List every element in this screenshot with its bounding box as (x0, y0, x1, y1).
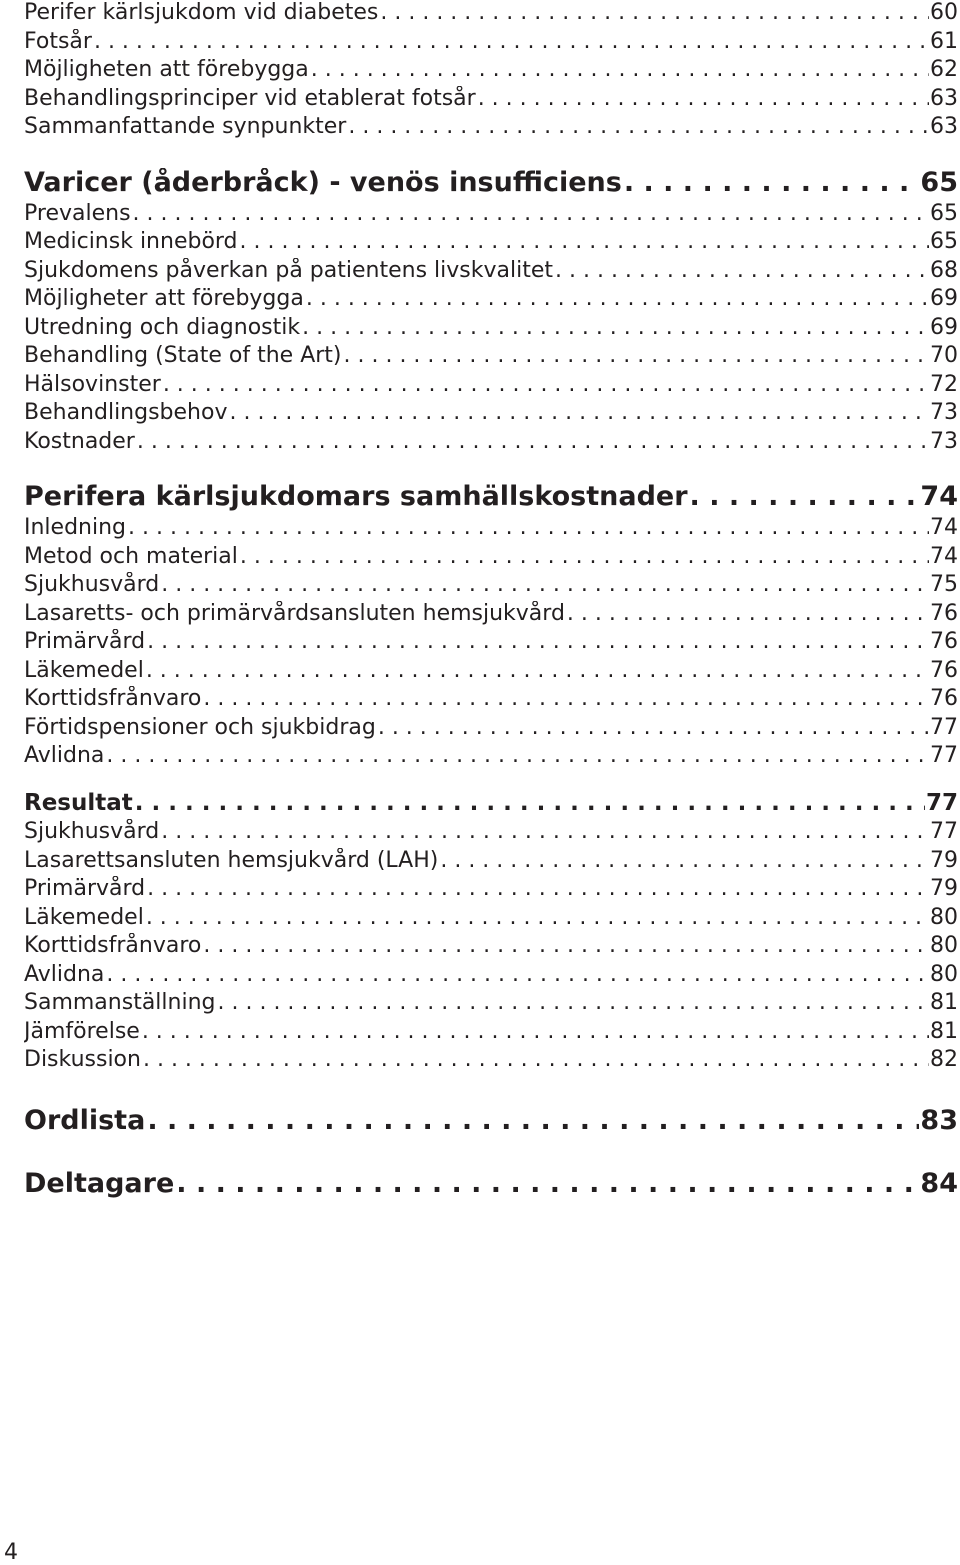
toc-entry[interactable] (24, 343, 958, 372)
toc-entry-page: 76 (930, 657, 958, 683)
toc-entry-title: Läkemedel (24, 904, 144, 930)
dot-leader (311, 57, 929, 82)
dot-leader (218, 990, 930, 1015)
toc-entry-page: 81 (930, 990, 958, 1015)
toc-entry[interactable] (24, 400, 958, 429)
toc-entry-title: Behandlingsbehov (24, 400, 228, 425)
toc-entry-title: Möjligheten att förebygga (24, 57, 309, 82)
toc-entry[interactable] (24, 819, 958, 848)
toc-entry-page: 68 (930, 257, 958, 283)
toc-entry-title: Jämförelse (24, 1018, 140, 1044)
toc-entry[interactable] (24, 429, 958, 458)
toc-entry[interactable] (24, 962, 958, 991)
toc-chapter-page: 83 (920, 1105, 958, 1136)
page-number: 4 (4, 1540, 18, 1565)
dot-leader (147, 1106, 919, 1136)
toc-entry-page: 63 (930, 85, 958, 111)
toc-entry-title: Korttidsfrånvaro (24, 933, 202, 958)
toc-chapter-page: 65 (920, 167, 958, 198)
toc-entry-title: Prevalens (24, 200, 131, 226)
toc-entry[interactable] (24, 933, 958, 962)
toc-entry-page: 70 (930, 343, 958, 368)
toc-entry-title: Läkemedel (24, 657, 144, 683)
toc-entry-page: 65 (930, 229, 958, 254)
dot-leader (302, 315, 929, 340)
toc-entry-title: Primärvård (24, 876, 146, 901)
toc-entry-page: 77 (930, 743, 958, 768)
toc-entry[interactable] (24, 57, 958, 86)
dot-leader (106, 743, 929, 768)
dot-leader (348, 114, 929, 139)
dot-leader (440, 848, 929, 873)
toc-entry-title: Korttidsfrånvaro (24, 686, 202, 711)
toc-entry-page: 82 (930, 1047, 958, 1072)
toc-entry-title: Möjligheter att förebygga (24, 286, 304, 311)
toc-entry-page: 77 (930, 819, 958, 844)
toc-entry-page: 63 (930, 114, 958, 139)
toc-entry-title: Avlidna (24, 961, 105, 987)
table-of-contents (24, 0, 958, 1202)
toc-entry-page: 73 (930, 400, 958, 425)
dot-leader (94, 29, 929, 54)
toc-entry-title: Metod och material (24, 543, 238, 569)
toc-entry-page: 80 (930, 933, 958, 958)
toc-section-page: 77 (925, 790, 958, 816)
dot-leader (147, 629, 929, 654)
toc-entry[interactable] (24, 686, 958, 715)
toc-entry-title: Behandlingsprinciper vid etablerat fotsår (24, 85, 476, 111)
toc-entry[interactable] (24, 848, 958, 877)
toc-chapter-perifera[interactable] (24, 482, 958, 515)
toc-entry[interactable] (24, 86, 958, 115)
toc-entry-page: 72 (930, 371, 958, 397)
toc-entry[interactable] (24, 629, 958, 658)
toc-entry[interactable] (24, 905, 958, 934)
toc-entry-page: 69 (930, 286, 958, 311)
dot-leader (624, 168, 920, 198)
toc-chapter-page: 84 (920, 1168, 958, 1199)
toc-entry-title: Lasaretts- och primärvårdsansluten hemsjukvård (24, 600, 565, 626)
toc-entry-title: Behandling (State of the Art) (24, 343, 342, 368)
toc-entry-page: 79 (930, 876, 958, 901)
spacer (24, 457, 958, 482)
dot-leader (240, 229, 929, 254)
toc-entry-page: 61 (930, 28, 958, 54)
toc-entry[interactable] (24, 876, 958, 905)
toc-entry-title: Fotsår (24, 28, 92, 54)
spacer (24, 143, 958, 168)
dot-leader (143, 1047, 929, 1072)
dot-leader (106, 962, 929, 987)
spacer (24, 1139, 958, 1169)
toc-entry-page: 62 (930, 57, 958, 82)
dot-leader (380, 0, 929, 25)
toc-entry[interactable] (24, 258, 958, 287)
toc-entry-title: Lasarettsansluten hemsjukvård (LAH) (24, 847, 439, 873)
toc-entry[interactable] (24, 372, 958, 401)
dot-leader (135, 791, 925, 816)
toc-entry-page: 76 (930, 686, 958, 711)
toc-entry-title: Medicinsk innebörd (24, 229, 238, 254)
toc-entry-title: Avlidna (24, 743, 105, 768)
toc-entry-page: 80 (930, 904, 958, 930)
dot-leader (137, 429, 929, 454)
toc-entry-page: 80 (930, 961, 958, 987)
toc-entry-page: 60 (930, 0, 958, 25)
toc-entry[interactable] (24, 743, 958, 772)
dot-leader (163, 372, 929, 397)
toc-entry-title: Sjukdomens påverkan på patientens livskvalitet (24, 257, 553, 283)
toc-entry-title: Förtidspensioner och sjukbidrag (24, 714, 376, 740)
spacer (24, 1076, 958, 1106)
dot-leader (147, 876, 929, 901)
toc-entry[interactable] (24, 0, 958, 29)
dot-leader (128, 515, 929, 540)
dot-leader (203, 933, 929, 958)
toc-entry-page: 74 (930, 515, 958, 540)
dot-leader (240, 544, 929, 569)
toc-chapter-title: Perifera kärlsjukdomars samhällskostnader (24, 482, 688, 512)
toc-entry-title: Primärvård (24, 629, 146, 654)
dot-leader (478, 86, 929, 111)
dot-leader (142, 1019, 929, 1044)
toc-entry-title: Sammanställning (24, 990, 216, 1015)
dot-leader (567, 601, 929, 626)
toc-chapter-ordlista[interactable] (24, 1106, 958, 1139)
toc-entry[interactable] (24, 515, 958, 544)
toc-chapter-title: Ordlista (24, 1105, 146, 1136)
toc-entry-title: Kostnader (24, 428, 135, 454)
toc-entry[interactable] (24, 229, 958, 258)
dot-leader (555, 258, 929, 283)
toc-entry-title: Utredning och diagnostik (24, 314, 301, 340)
toc-entry-title: Sjukhusvård (24, 572, 160, 597)
toc-entry[interactable] (24, 572, 958, 601)
toc-entry[interactable] (24, 601, 958, 630)
toc-chapter-title: Deltagare (24, 1168, 175, 1199)
toc-entry-title: Diskussion (24, 1047, 141, 1072)
dot-leader (161, 572, 929, 597)
dot-leader (146, 905, 929, 930)
toc-entry-title: Sammanfattande synpunkter (24, 114, 347, 139)
toc-entry-title: Hälsovinster (24, 371, 161, 397)
toc-entry[interactable] (24, 286, 958, 315)
toc-entry[interactable] (24, 201, 958, 230)
toc-entry-page: 76 (930, 600, 958, 626)
toc-entry-page: 75 (930, 572, 958, 597)
toc-entry-page: 79 (930, 847, 958, 873)
toc-entry-page: 77 (930, 714, 958, 740)
toc-entry[interactable] (24, 29, 958, 58)
dot-leader (229, 400, 929, 425)
toc-entry-page: 69 (930, 314, 958, 340)
dot-leader (344, 343, 930, 368)
toc-entry[interactable] (24, 114, 958, 143)
toc-entry[interactable] (24, 315, 958, 344)
toc-entry[interactable] (24, 1047, 958, 1076)
toc-entry[interactable] (24, 990, 958, 1019)
toc-entry-page: 76 (930, 629, 958, 654)
toc-entry[interactable] (24, 658, 958, 687)
toc-chapter-varicer[interactable] (24, 168, 958, 201)
dot-leader (146, 658, 929, 683)
toc-entry[interactable] (24, 1019, 958, 1048)
toc-chapter-page: 74 (920, 482, 958, 512)
toc-entry[interactable] (24, 544, 958, 573)
dot-leader (133, 201, 929, 226)
dot-leader (690, 482, 920, 512)
toc-entry-page: 65 (930, 200, 958, 226)
toc-entry-title: Perifer kärlsjukdom vid diabetes (24, 0, 379, 25)
dot-leader (378, 715, 929, 740)
dot-leader (203, 686, 929, 711)
toc-entry-title: Sjukhusvård (24, 819, 160, 844)
toc-entry-title: Inledning (24, 515, 127, 540)
toc-chapter-title: Varicer (åderbråck) - venös insufficiens (24, 167, 622, 198)
dot-leader (176, 1169, 919, 1199)
toc-entry-page: 81 (930, 1018, 958, 1044)
toc-entry-page: 73 (930, 428, 958, 454)
dot-leader (161, 819, 929, 844)
spacer (24, 772, 958, 791)
toc-entry-page: 74 (930, 543, 958, 569)
toc-section-resultat[interactable] (24, 791, 958, 820)
toc-section-title: Resultat (24, 790, 133, 816)
dot-leader (306, 286, 929, 311)
toc-entry[interactable] (24, 715, 958, 744)
toc-chapter-deltagare[interactable] (24, 1169, 958, 1202)
